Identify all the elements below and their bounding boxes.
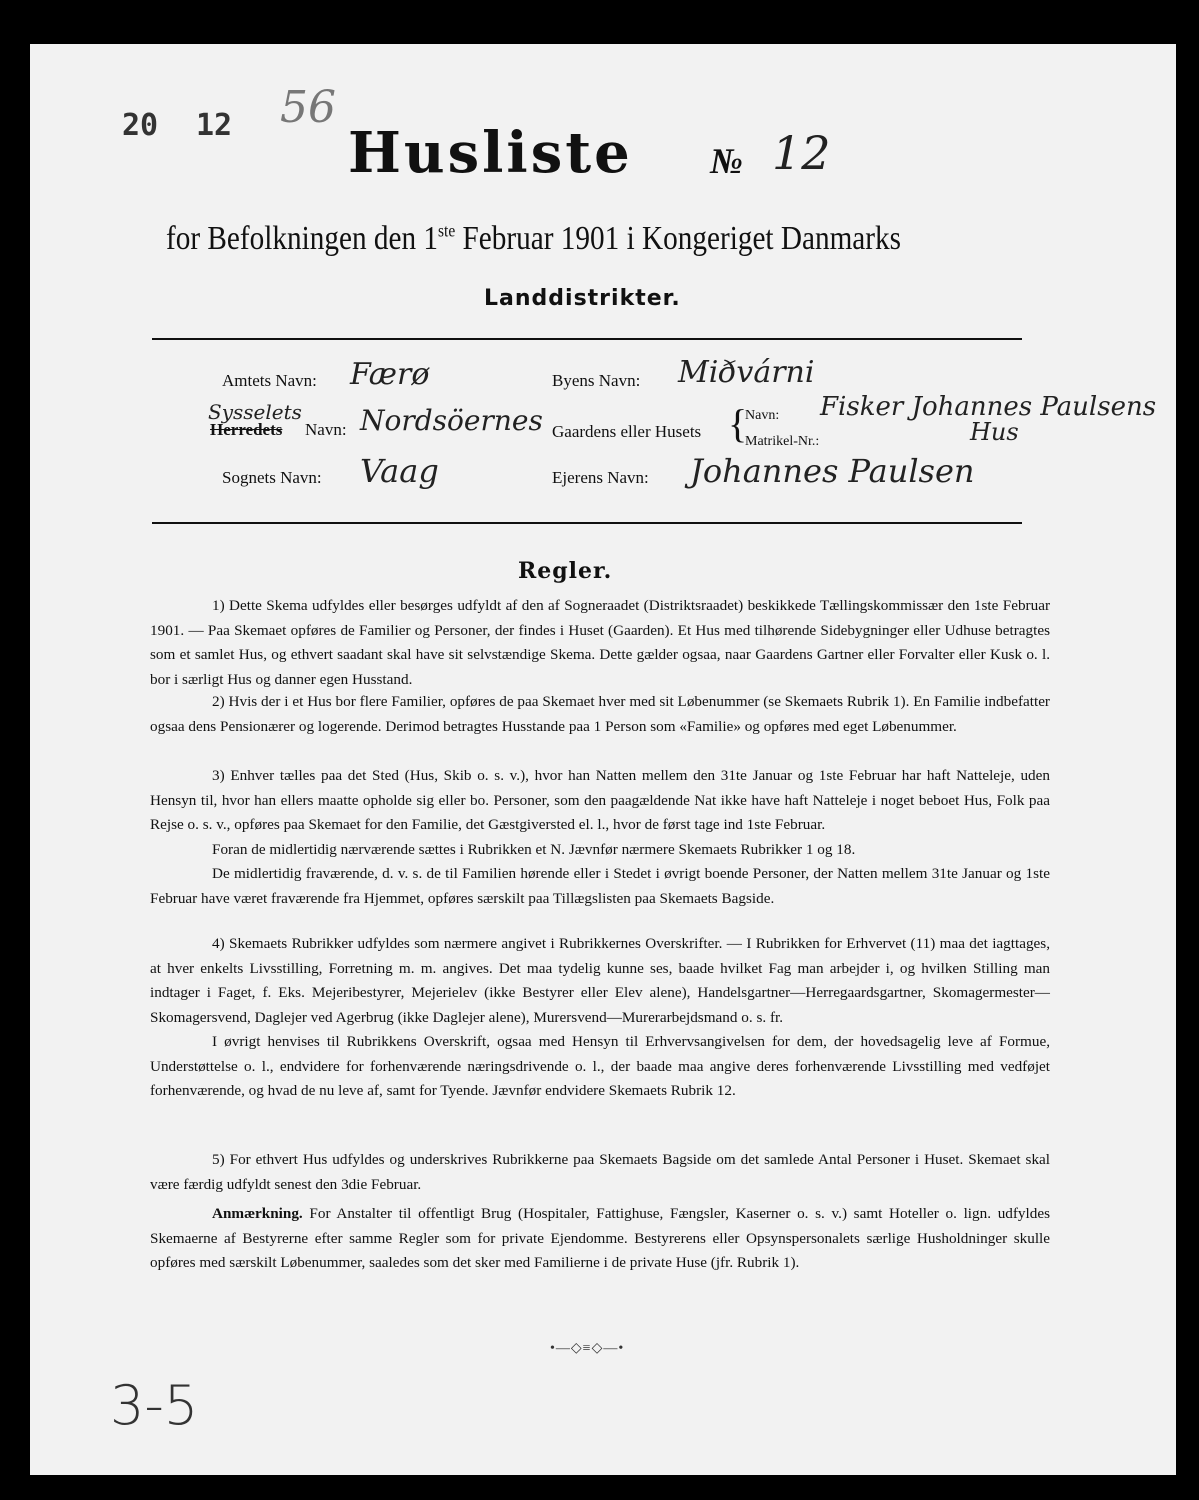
ejer-value: Johannes Paulsen <box>690 452 975 490</box>
gaard-label: Gaardens eller Husets <box>552 422 702 441</box>
rule-4-text-2: I øvrigt henvises til Rubrikkens Overskrift, ogsaa med Hensyn til Erhvervsangivelsen for dem, der hovedsagelig leve af Formue, Understøttelse o. l., endvidere for forhenværende næringsdrivende o. l., der baade maa angive deres forhenværende Livsstilling med vedføjet forhenværende, og hvad de nu leve af, samt for Tyende. Jævnfør endvidere Skemaets Rubrik 12. <box>150 1033 1050 1099</box>
census-form-page <box>30 44 1176 1475</box>
ejer-label: Ejerens Navn: <box>552 468 649 487</box>
rule-1-text: 1) Dette Skema udfyldes eller besørges udfyldt af den af Sogneraadet (Distriktsraadet) beskikkede Tællingskommissær den 1ste Februar 1901. — Paa Skemaet opføres de Familier og Personer, der findes i Huset (Gaarden). Et Hus med tilhørende Sidebygninger eller Udhuse betragtes som et samlet Hus, og ethvert saadant skal have sit selvstændige Skema. Dette gælder ogsaa, naar Gaardens Gartner eller Forvalter eller Kusk o. l. bor i særligt Hus og danner egen Husstand. <box>150 597 1050 688</box>
rule-4-text: 4) Skemaets Rubrikker udfyldes som nærmere angivet i Rubrikkernes Overskrifter. — I Rubrikken for Erhvervet (11) maa det iagttages, at hver enkelts Livsstilling, Forretning m. m. angives. Det maa tydelig kunne ses, baade hvilket Fag man arbejder i, og hvilken Stilling man indtager i Faget, f. Eks. Mejeribestyrer, Mejerielev (ikke Bestyrer eller Elev alene), Handelsgartner—Herregaardsgartner, Skomagermester—Skomagersvend, Daglejer ved Agerbrug (ikke Daglejer alene), Murersvend—Murerarbejdsmand o. s. fr. <box>150 935 1050 1026</box>
ornament: •—◇≡◇—• <box>550 1341 625 1356</box>
byen-value: Miðvárni <box>678 355 815 390</box>
rule-3-text-3: De midlertidig fraværende, d. v. s. de til Familien hørende eller i Stedet i øvrigt boende Personer, der Natten mellem 31te Januar og 1ste Februar have været fraværende fra Hjemmet, opføres særskilt paa Tillægslisten paa Skemaets Bagside. <box>150 865 1050 907</box>
navn-value: Fisker Johannes Paulsens <box>820 392 1157 422</box>
amt-value: Færø <box>350 357 430 392</box>
navn-label: Navn: <box>745 408 780 423</box>
sogn-value: Vaag <box>360 452 439 490</box>
number-symbol: № <box>710 141 743 181</box>
rule-2-text: 2) Hvis der i et Hus bor flere Familier, opføres de paa Skemaet hver med sit Løbenummer (se Skemaets Rubrik 1). En Familie indbefatter ogsaa dens Pensionærer og logerende. Derimod betragtes Husstande paa 1 Person som «Familie» og opføres med eget Løbenummer. <box>150 693 1050 735</box>
rule-5 <box>150 1148 1050 1197</box>
stamp-number-1: 20 <box>122 108 159 143</box>
rule-2 <box>150 690 1050 739</box>
rule-3 <box>150 764 1050 911</box>
matrikel-label: Matrikel-Nr.: <box>745 434 820 449</box>
gaard-brace: { <box>728 401 748 446</box>
rule-4 <box>150 932 1050 1104</box>
note-text: For Anstalter til offentligt Brug (Hospitaler, Fattighuse, Fængsler, Kaserner o. s. v.) samt Hoteller o. lign. udfyldes Skemaerne af Bestyrerne efter samme Regler som for private Ejendomme. Bestyrerens eller Opsynspersonalets særlige Husholdninger skulle opføres med særskilt Løbenummer, saaledes som det sker med Familierne i de private Huse (jfr. Rubrik 1). <box>150 1205 1050 1271</box>
handwritten-page-number: 56 <box>280 82 336 133</box>
sogn-label: Sognets Navn: <box>222 468 322 487</box>
pencil-note: 3-5 <box>110 1374 199 1437</box>
byen-label: Byens Navn: <box>552 371 641 390</box>
top-divider <box>152 338 1022 340</box>
matrikel-value: Hus <box>970 418 1019 446</box>
subtitle-text: for Befolkningen den 1 <box>166 220 439 257</box>
rules-heading: Regler. <box>518 558 613 584</box>
subtitle-superscript: ste <box>438 220 456 241</box>
bottom-divider <box>152 522 1022 524</box>
herred-value: Nordsöernes <box>360 404 543 437</box>
rule-3-text-2: Foran de midlertidig nærværende sættes i Rubrikken et N. Jævnfør nærmere Skemaets Rubrikker 1 og 18. <box>212 840 856 858</box>
herred-label: Navn: <box>305 420 347 439</box>
herred-struck-label: Herredets <box>210 420 283 439</box>
rule-5-text: 5) For ethvert Hus udfyldes og underskrives Rubrikkerne paa Skemaets Bagside om det samlede Antal Personer i Huset. Skemaet skal være færdig udfyldt senest den 3die Februar. <box>150 1151 1050 1193</box>
district-heading: Landdistrikter. <box>484 286 681 311</box>
stamp-number-2: 12 <box>196 108 233 143</box>
list-number: 12 <box>772 126 831 180</box>
form-subtitle <box>166 220 901 258</box>
amt-label: Amtets Navn: <box>222 371 317 390</box>
note <box>150 1202 1050 1276</box>
form-title: Husliste <box>348 120 633 186</box>
rule-3-text: 3) Enhver tælles paa det Sted (Hus, Skib o. s. v.), hvor han Natten mellem den 31te Januar og 1ste Februar har haft Natteleje, uden Hensyn til, hvor han ellers maatte opholde sig eller bo. Personer, som den paagældende Nat ikke have haft Natteleje i noget beboet Hus, Folk paa Rejse o. s. v., opføres paa Skemaet for den Familie, det Gæstgiversted el. l., hvor de først tage ind 1ste Februar. <box>150 767 1050 833</box>
sysselet-handwritten: Sysselets <box>208 400 302 424</box>
rule-1 <box>150 594 1050 692</box>
note-label: Anmærkning. <box>212 1205 303 1222</box>
subtitle-text-end: Februar 1901 i Kongeriget Danmarks <box>455 220 902 257</box>
